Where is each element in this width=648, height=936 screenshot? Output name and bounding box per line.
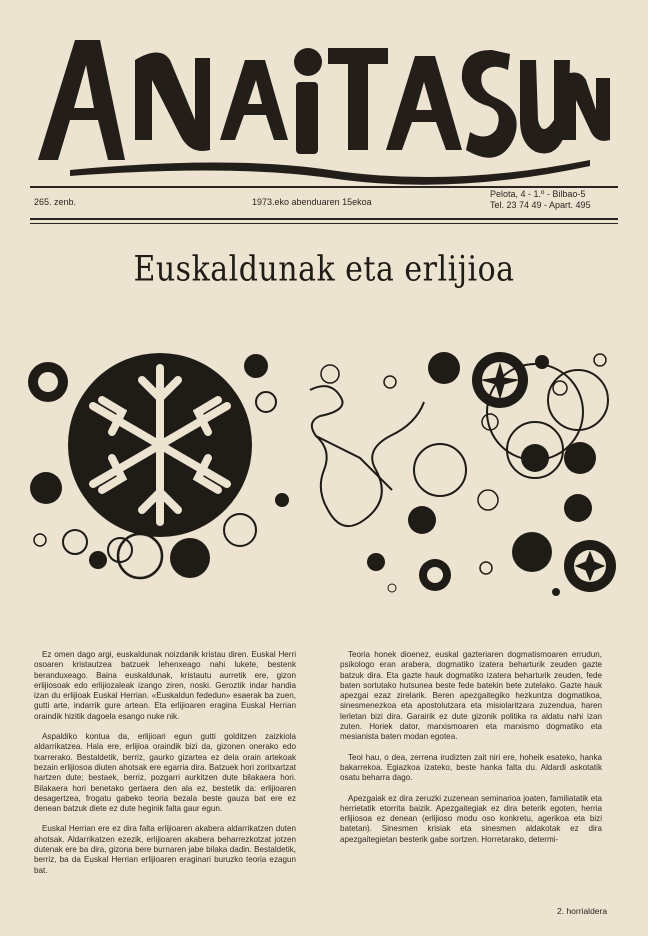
paragraph: Teoria honek dioenez, euskal gazteriaren dogmatismoaren errudun, psikologo eran arabera, dogmatiko izatera beharturik zeuden gazte batzuk dira. Eta gazte hauk dogmatiko izatera beharturik zeuden, fede baten sortutako hutsunea beste fede batekin bete zutelako. Gazte hauk apezgai ezaz zirelarik. Beren apezgaitegiko hezkuntza dogmatikoa, sinesmenezkoa eta apostolutzara eta misiolaritzara zuzendua, haren lerletan bizi dira. Garairik ez dute gizonik politika ra aldatu nahi izan zuten. Horiek dator, marxismoaren eta marxismo dogmatiko eta mesianista baten modan egotea.	[340, 650, 602, 742]
issue-date: 1973.eko abenduaren 15ekoa	[252, 197, 372, 207]
masthead-rule-thin	[30, 223, 618, 224]
continued-on-page: 2. horrialdera	[557, 906, 608, 916]
address-line-1: Pelota, 4 - 1.º - Bilbao-5	[490, 189, 586, 199]
article-column-left	[34, 650, 296, 886]
masthead-logo	[30, 20, 620, 190]
address-block	[490, 189, 591, 211]
masthead-rule-bottom	[30, 218, 618, 220]
decorative-illustration	[20, 340, 630, 600]
paragraph: Ez omen dago argi, euskaldunak noizdanik kristau diren. Euskal Herri osoaren kristautzea batzuek lehenxeago nahi lukete, bestenk beranduxeago. Baina euskaldunak, kristautu aurretik ere, gizon erlijiosoak edo erlijiozaleak izango ziren, noski. Geroztik indar handia izan du erlijioak Euskal Herrian. «Euskaldun fededun» esaerak ba zuen, gutti arte, indarrik gure artean. Eta erlijioaren eragina Euskal Herrian oraindik hizitik dagoela esango nuke nik.	[34, 650, 296, 721]
paragraph: Teoi hau, o dea, zerrena irudizten zait niri ere, hoheik esateko, hanka bakarrekoa. Egiazkoa izateko, beste hanka falta du. Aldardi askotatik osatu beharra dago.	[340, 752, 602, 783]
article-headline: Euskaldunak eta erlijioa	[133, 249, 515, 290]
address-line-2: Tel. 23 74 49 - Apart. 495	[490, 200, 591, 210]
paragraph: Euskal Herrian ere ez dira falta erlijioaren akabera aldarrikatzen duten ahotsak. Aldarrikatzen ezezik, erlijioaren akabera beharrezkotzat jotzen dutenak ere ba dira, gizona bere burnaren jabe bilaka dadin. Bestaldetik, berriz, ba da Euskal Herrian erlijioaren eraginari buruzko teoria ezagun bat.	[34, 824, 296, 875]
paragraph: Aspaldiko kontua da, erlijioari egun gutti golditzen zaizkiola aldarrikatzea. Hala ere, erlijioa oraindik bizi da, gizonen onerako edo txarrerako. Bestaldetik, berriz, gaurko gizartea ez dela orain artekoak bezain erlijiosoa diuten ahotsak ere egarria dira. Batzuek hori zoritxartzat hartzen dute; bestaek, berriz, pozgarri aurkitzen dute bilakaera hori. Bilakaera hori benetako gertaera den ala ez, bestetik da: erlijioaren desagertzea, frogatu gabeko teoria bezala beste gauza bat ere ez denean batzuk diete ez dute heginik falta gaur egun.	[34, 732, 296, 814]
article-column-right	[340, 650, 602, 855]
issue-number: 265. zenb.	[34, 197, 77, 207]
info-bar	[30, 188, 618, 218]
paragraph: Apezgaiak ez dira zeruzki zuzenean seminarioa joaten, familiatatik eta herrietatik etorrita baizik. Apezgaitegiak ez dira beterik egoten, herria erlijiosoa ez denean (erlijioso modu oso konkretu, agerikoa eta bizi batetan). Sinesmen krisiak eta sinesmen aldakotak ez dira apezgaitegietan besterik gabe sortzen. Horretarako, determi-	[340, 793, 602, 844]
